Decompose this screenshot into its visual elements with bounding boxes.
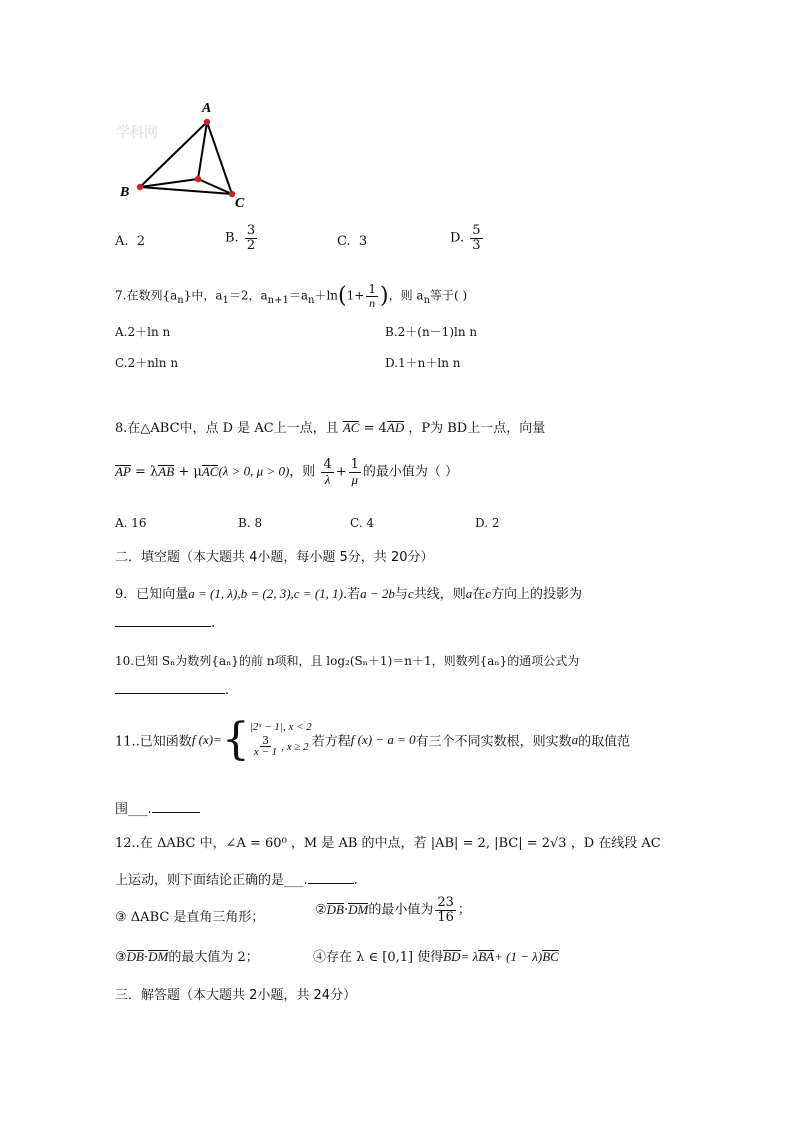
option-value: 3 xyxy=(358,234,368,249)
q7-stem: 7.在数列$\{a_n\}$中，$a_1=2$，$a_{n+1}=a_n+\ln(1+$ $\frac{1}{n}$ )，则 $a_n$等于( ) xyxy=(115,282,468,310)
q12-line1: 12..在 ΔABC 中，∠A = 60⁰ ，M 是 AB 的中点，若 |AB| = 2, |BC| = 2√3 ，D 在线段 AC xyxy=(115,836,661,851)
fraction: $\frac{4}{\lambda}$ xyxy=(323,457,332,487)
q12-answer-blank[interactable] xyxy=(308,883,354,884)
q11-line2: 围___. xyxy=(115,798,200,817)
option-value: 2 xyxy=(136,234,146,249)
option-label: A. xyxy=(115,234,129,249)
triangle-figure xyxy=(110,95,260,210)
q8-option-c: C. 4 xyxy=(350,516,375,530)
interior-point-dot xyxy=(195,176,201,182)
q6-option-b xyxy=(225,224,259,252)
q7-option-a: A.2＋ln n xyxy=(115,325,171,339)
section-2-heading: 二．填空题（本大题共 4小题，每小题 5分，共 20分） xyxy=(115,550,434,565)
fraction: $\frac{3}{2}$ xyxy=(246,223,256,253)
fraction: $\frac{1}{n}$ xyxy=(368,282,376,310)
q9-answer-blank[interactable]: . xyxy=(115,616,215,631)
q12-line2: 上运动，则下面结论正确的是___. . xyxy=(115,873,358,888)
fraction: $\frac{23}{16}$ xyxy=(437,895,454,925)
fraction: $\frac{1}{\mu}$ xyxy=(350,457,359,487)
q8-option-b: B. 8 xyxy=(238,516,263,530)
q8-line2: AP = λAB + μAC(λ > 0, μ > 0)，则 $\frac{4}{\lambda}$ + $\frac{1}{\mu}$ 的最小值为（ ） xyxy=(115,457,459,487)
q12-option-2: ②DB·DM的最小值为 $\frac{23}{16}$ ； xyxy=(315,895,471,925)
q12-option-1: ③ ΔABC 是直角三角形； xyxy=(115,910,265,925)
option-label: D. xyxy=(450,230,465,246)
q12-option-3: ③DB·DM的最大值为 2； xyxy=(115,949,259,965)
q6-option-c xyxy=(337,234,367,249)
q8-option-a: A. 16 xyxy=(115,516,147,530)
q11-stem: 11..已知函数f (x)={ |2ˣ − 1|, x < 2 $\frac{3}{x - 1}$ , x ≥ 2 若方程f (x) − a = 0有三个不同实数根，则实数a的取值范 xyxy=(115,714,631,765)
q7-option-c: C.2＋nln n xyxy=(115,356,179,370)
q12-option-4: ④存在 λ ∈ [0,1] 使得BD= λBA+ (1 − λ)BC xyxy=(313,949,559,965)
q11-answer-blank[interactable] xyxy=(152,812,200,813)
label-a: A xyxy=(202,101,212,116)
vertex-a-dot xyxy=(204,119,210,125)
label-b: B xyxy=(120,185,130,200)
q7-option-b: B.2＋(n－1)ln n xyxy=(385,325,478,339)
q10-answer-blank[interactable]: . xyxy=(115,683,229,698)
option-label: B. xyxy=(225,230,239,246)
q10-stem: 10.已知 Sₙ为数列{aₙ}的前 n项和，且 log₂(Sₙ＋1)＝n＋1，则数列{aₙ}的通项公式为 xyxy=(115,654,580,668)
fraction: $\frac{5}{3}$ xyxy=(472,223,481,253)
q7-option-d: D.1＋n＋ln n xyxy=(385,356,461,370)
q8-line1: 8.在△ABC中，点 D 是 AC上一点，且 AC = 4AD ，P为 BD上一点，向量 xyxy=(115,420,546,436)
section-3-heading: 三．解答题（本大题共 2小题，共 24分） xyxy=(115,988,357,1003)
option-label: C. xyxy=(337,234,351,249)
label-c: C xyxy=(235,196,245,210)
vertex-b-dot xyxy=(137,184,143,190)
piecewise-cases: |2ˣ − 1|, x < 2 $\frac{3}{x - 1}$ , x ≥ 2 xyxy=(249,721,312,759)
watermark: 学科网 xyxy=(116,125,158,141)
q6-option-a xyxy=(115,234,145,249)
q9-stem: 9．已知向量a = (1, λ),b = (2, 3),c = (1, 1).若a − 2b与c共线，则a在c方向上的投影为 xyxy=(115,586,583,602)
q8-option-d: D. 2 xyxy=(475,516,500,530)
q6-option-d xyxy=(450,224,485,252)
